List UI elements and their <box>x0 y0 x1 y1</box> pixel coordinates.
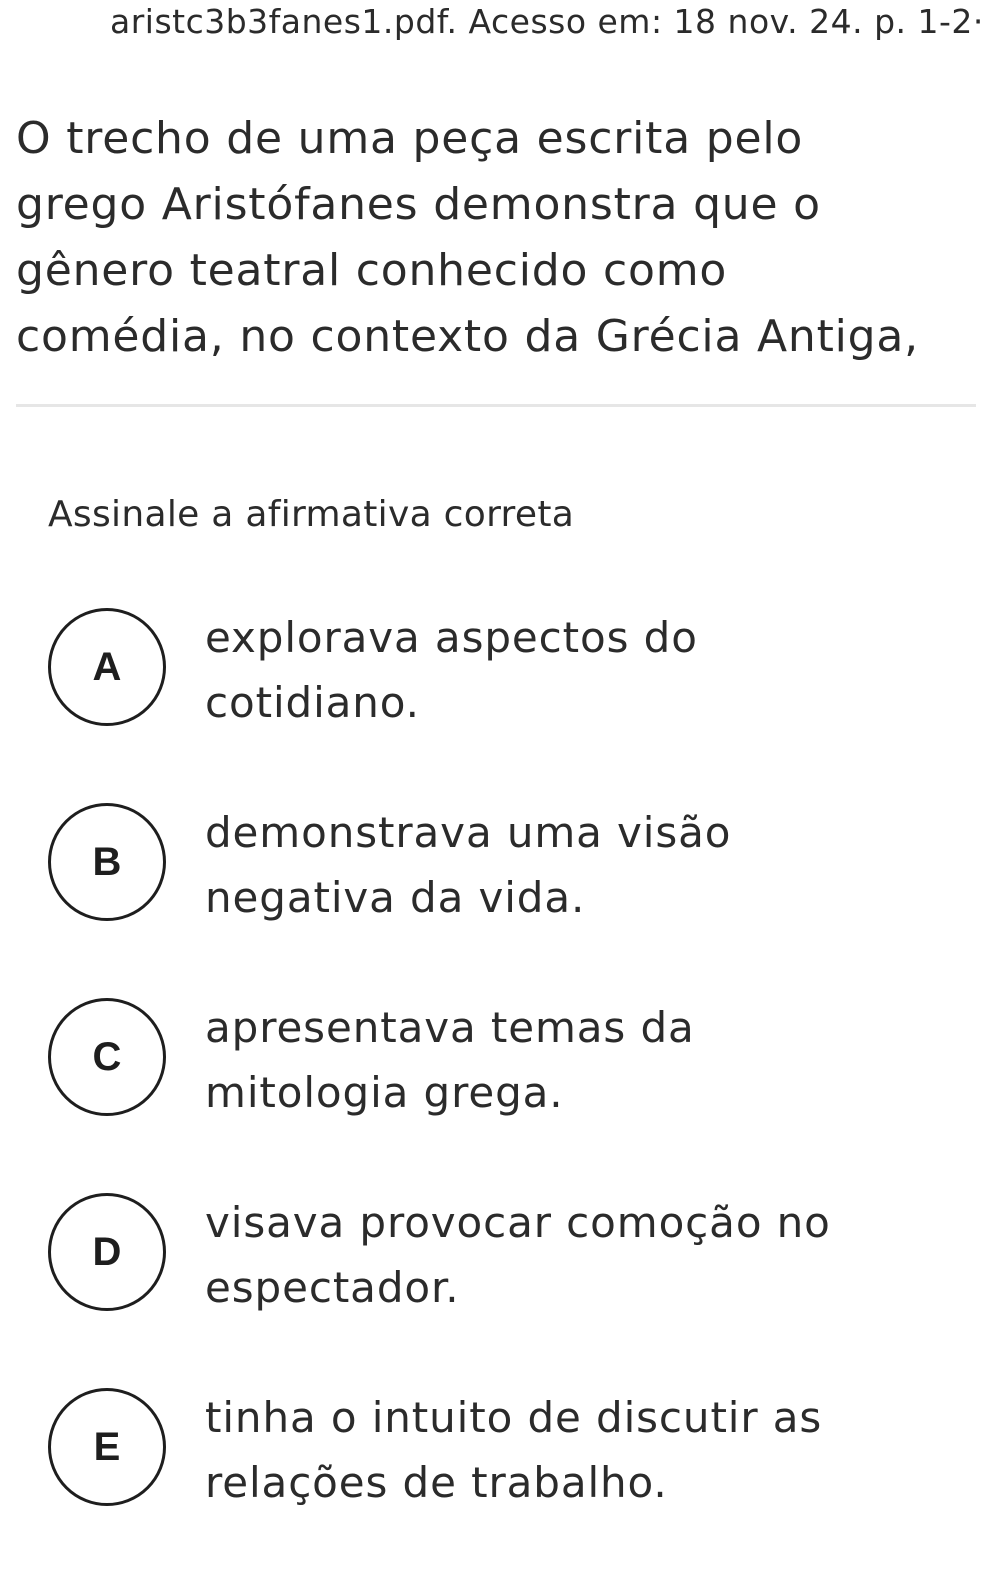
option-text-line: apresentava temas da <box>205 1003 695 1052</box>
option-text[interactable] <box>205 1190 985 1320</box>
option-letter-badge[interactable]: D <box>48 1193 166 1311</box>
option-b[interactable] <box>48 803 978 929</box>
statement-line: comédia, no contexto da Grécia Antiga, <box>16 311 919 362</box>
option-text[interactable] <box>205 605 985 735</box>
option-text[interactable] <box>205 995 985 1125</box>
statement-line: grego Aristófanes demonstra que o <box>16 179 821 230</box>
option-text[interactable] <box>205 1385 985 1515</box>
option-letter-badge[interactable]: E <box>48 1388 166 1506</box>
option-e[interactable] <box>48 1388 978 1514</box>
option-text-line: explorava aspectos do <box>205 613 698 662</box>
option-text-line: cotidiano. <box>205 678 420 727</box>
option-letter-badge[interactable]: C <box>48 998 166 1116</box>
statement-line: O trecho de uma peça escrita pelo <box>16 113 804 164</box>
option-text-line: demonstrava uma visão <box>205 808 732 857</box>
question-statement <box>16 106 976 370</box>
option-letter-badge[interactable]: B <box>48 803 166 921</box>
option-a[interactable] <box>48 608 978 734</box>
option-d[interactable] <box>48 1193 978 1319</box>
option-text-line: tinha o intuito de discutir as <box>205 1393 823 1442</box>
option-c[interactable] <box>48 998 978 1124</box>
question-prompt: Assinale a afirmativa correta <box>48 494 575 535</box>
option-text[interactable] <box>205 800 985 930</box>
statement-line: gênero teatral conhecido como <box>16 245 728 296</box>
option-text-line: visava provocar comoção no <box>205 1198 831 1247</box>
divider <box>16 404 976 407</box>
option-text-line: negativa da vida. <box>205 873 586 922</box>
option-text-line: espectador. <box>205 1263 460 1312</box>
option-text-line: mitologia grega. <box>205 1068 564 1117</box>
option-text-line: relações de trabalho. <box>205 1458 668 1507</box>
option-letter-badge[interactable]: A <box>48 608 166 726</box>
source-reference: aristc3b3fanes1.pdf. Acesso em: 18 nov. 24. p. 1-2· <box>110 2 984 41</box>
